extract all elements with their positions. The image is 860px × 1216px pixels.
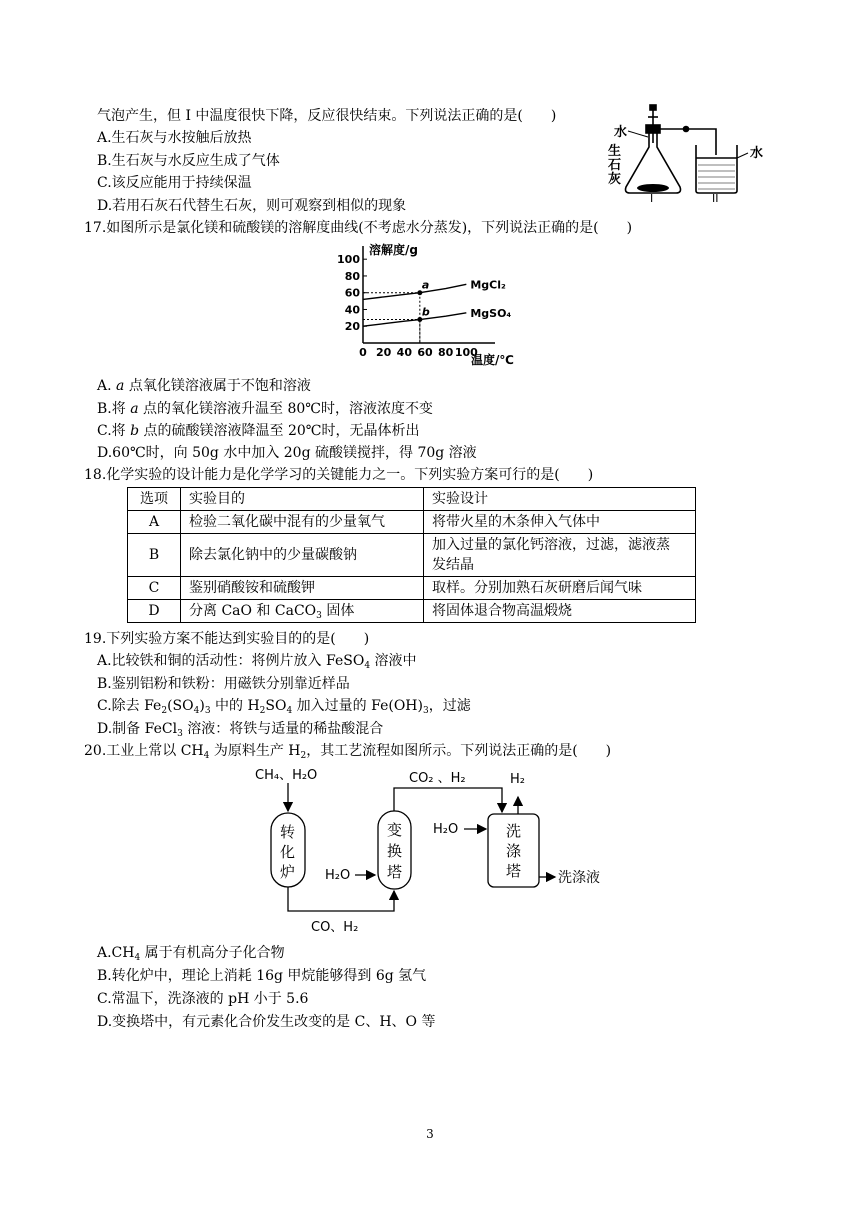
x-tick-label: 80 [438,346,454,359]
flow-co2-h2: CO₂ 、H₂ [409,771,466,786]
table-row [128,534,696,577]
water-label-left: 水 [614,125,628,140]
q20-option-d: D.变换塔中，有元素化合价发生改变的是 C、H、O 等 [97,1014,436,1030]
flow-co-h2: CO、H₂ [311,920,359,935]
flask-1-label: I [650,192,654,203]
box1-char-1: 转 [280,823,296,841]
row-goal: 分离 CaO 和 CaCO$_3$ 固体 [181,600,424,623]
flow-h2o-right: H₂O [433,822,459,837]
x-tick-label: 100 [454,346,478,359]
flask-2-label: II [712,192,719,203]
box3-char-3: 塔 [506,862,522,880]
row-option: B [128,534,181,577]
q20-flow-diagram [245,763,625,943]
q17-option-b: B.将 a 点的氧化镁溶液升温至 80℃时，溶液浓度不变 [97,401,433,417]
q19-option-b: B.鉴别铝粉和铁粉：用磁铁分别靠近样品 [97,676,350,692]
q16-option-a: A.生石灰与水按触后放热 [97,130,252,146]
q19-option-c: C.除去 $Fe_2(SO_4)_3$ 中的 $H_2SO_4$ 加入过量的 $Fe(OH)_3$，过滤 [97,698,471,716]
lime-label-2: 石 [608,158,622,173]
q17-option-d: D.60℃时，向 50g 水中加入 20g 硫酸镁搅拌，得 70g 溶液 [97,445,477,461]
box3-char-2: 涤 [506,842,522,860]
x-tick-label: 40 [396,346,412,359]
table-header-row [128,488,696,511]
flow-input-label: CH₄、H₂O [255,768,318,783]
water-label-right: 水 [750,146,764,161]
point-label: b [421,305,430,319]
q17-option-c: C.将 b 点的硫酸镁溶液降温至 20℃时，无晶体析出 [97,423,420,439]
chart-ylabel: 溶解度/g [369,243,418,257]
lime-label-3: 灰 [608,172,622,187]
q17-option-a: A. a 点氧化镁溶液属于不饱和溶液 [97,378,311,394]
q20-stem: 20.工业上常以 $CH_4$ 为原料生产 $H_2$，其工艺流程如图所示。下列说法正确的是( ) [84,743,612,761]
row-goal: 除去氯化钠中的少量碳酸钠 [181,534,424,577]
q19-option-d: D.制备 FeCl$_3$ 溶液：将铁与适量的稀盐酸混合 [97,721,384,739]
series-label-2: MgSO₄ [470,306,512,320]
row-option: A [128,511,181,534]
page-number: 3 [426,1127,434,1141]
row-goal: 鉴别硝酸铵和硫酸钾 [181,577,424,600]
q20-option-c: C.常温下，洗涤液的 pH 小于 5.6 [97,991,309,1007]
x-tick-label: 20 [376,346,392,359]
series-line-1 [363,284,466,299]
header-design: 实验设计 [424,488,696,511]
box2-char-1: 变 [387,821,403,839]
series-line-2 [363,313,466,326]
q16-option-b: B.生石灰与水反应生成了气体 [97,153,280,169]
row-design: 取样。分别加熟石灰研磨后闻气味 [424,577,696,600]
q18-stem: 18.化学实验的设计能力是化学学习的关键能力之一。下列实验方案可行的是( ) [84,467,594,483]
table-row [128,600,696,623]
box2-char-3: 塔 [387,863,403,881]
box1-char-2: 化 [280,843,296,861]
q18-table [127,487,696,623]
table-row [128,511,696,534]
q16-option-d: D.若用石灰石代替生石灰，则可观察到相似的现象 [97,198,407,214]
q19-stem: 19.下列实验方案不能达到实验目的的是( ) [84,631,370,647]
row-option: D [128,600,181,623]
table-row [128,577,696,600]
x-tick-label: 0 [359,346,367,359]
q20-option-a: $A.CH_4$ 属于有机高分子化合物 [97,945,285,963]
lime-label-1: 生 [608,144,622,159]
flow-h2-out: H₂ [510,772,525,787]
box2-char-2: 换 [387,842,403,860]
header-goal: 实验目的 [181,488,424,511]
q20-option-b: B.转化炉中，理论上消耗 16g 甲烷能够得到 6g 氢气 [97,968,427,984]
y-tick-label: 100 [337,253,360,267]
flow-h2o-mid: H₂O [325,868,351,883]
q17-stem: 17.如图所示是氯化镁和硫酸镁的溶解度曲线(不考虑水分蒸发)，下列说法正确的是( ) [84,220,633,236]
q16-stem-tail: 气泡产生，但 I 中温度很快下降，反应很快结束。下列说法正确的是( ) [97,108,557,124]
y-tick-label: 20 [344,320,360,334]
chart-xlabel: 温度/℃ [471,353,514,367]
solubility-chart [335,240,525,370]
y-tick-label: 40 [344,303,360,317]
row-design: 将带火星的木条伸入气体中 [424,511,696,534]
row-goal: 检验二氧化碳中混有的少量氧气 [181,511,424,534]
x-tick-label: 60 [417,346,433,359]
q16-apparatus-figure [604,103,769,203]
box1-char-3: 炉 [280,863,296,881]
row-design: 将固体退合物高温煅烧 [424,600,696,623]
q16-option-c: C.该反应能用于持续保温 [97,175,252,191]
box3-char-1: 洗 [506,822,522,840]
point-label: a [421,278,430,292]
row-design: 加入过量的氯化钙溶液，过滤，滤液蒸 发结晶 [424,534,696,577]
flow-wash-liquid: 洗涤液 [558,870,600,886]
series-label-1: MgCl₂ [470,278,506,292]
y-tick-label: 60 [344,286,360,300]
y-tick-label: 80 [344,269,360,283]
header-option: 选项 [128,488,181,511]
q19-option-a: A.比较铁和铜的活动性：将例片放入 FeSO$_4$ 溶液中 [97,653,417,671]
row-option: C [128,577,181,600]
